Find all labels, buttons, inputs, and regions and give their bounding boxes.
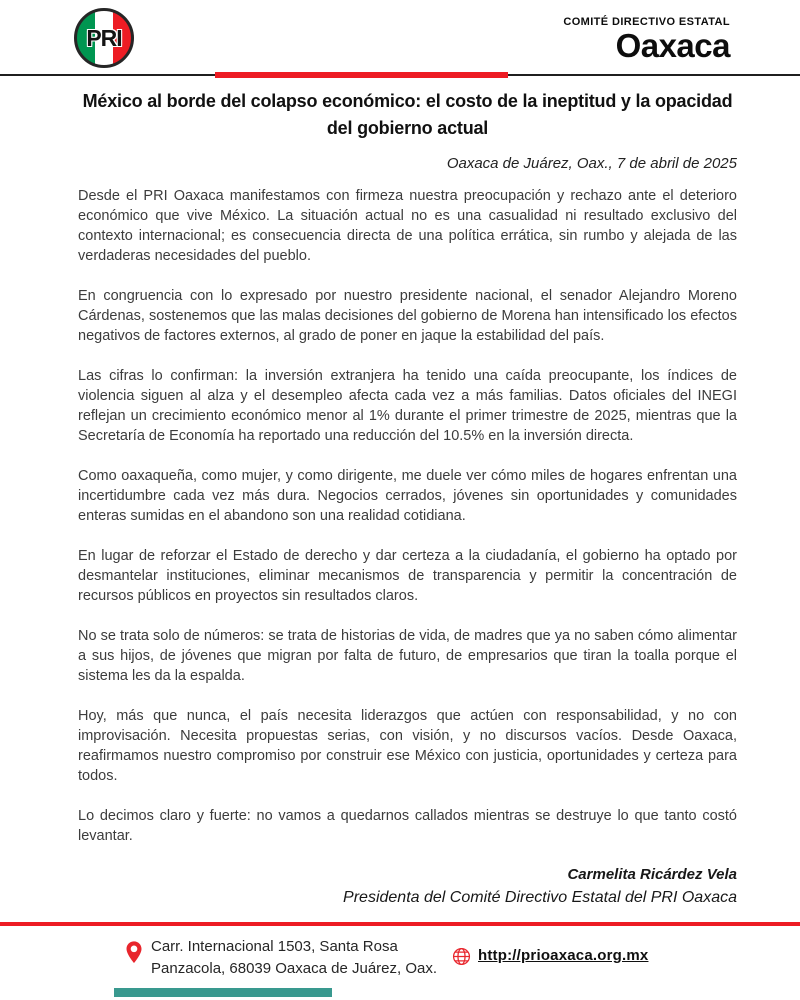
pri-logo xyxy=(74,8,134,68)
paragraph-1: Desde el PRI Oaxaca manifestamos con firmeza nuestra preocupación y rechazo ante el deterioro económico que vive México. La situación actual no es una casualidad ni resultado exclusivo del contexto internacional; es consecuencia directa de una política errática, sin rumbo y alejada de las verdaderas necesidades del pueblo. xyxy=(78,188,737,264)
paragraph-2: En congruencia con lo expresado por nuestro presidente nacional, el senador Alejandro Moreno Cárdenas, sostenemos que las malas decisiones del gobierno de Morena han intensificado los efectos negativos de factores externos, al grado de poner en jaque la estabilidad del país. xyxy=(78,288,737,344)
committee-label: COMITÉ DIRECTIVO ESTATAL xyxy=(563,16,730,28)
paragraph-3: Las cifras lo confirman: la inversión extranjera ha tenido una caída preocupante, los índices de violencia siguen al alza y el desempleo afecta cada vez a más familias. Datos oficiales del INEGI reflejan un crecimiento económico menor al 1% durante el primer trimestre de 2025, mientras que la Secretaría de Economía ha reportado una reducción del 10.5% en la inversión directa. xyxy=(78,368,737,444)
paragraph-7: Hoy, más que nunca, el país necesita liderazgos que actúen con responsabilidad, y no con improvisación. Necesita propuestas serias, con visión, y no discursos vacíos. Desde Oaxaca, reafirmamos nuestro compromiso por construir ese México con justicia, oportunidades y certeza para todos. xyxy=(78,708,737,784)
signer-name: Carmelita Ricárdez Vela xyxy=(567,866,737,883)
paragraph-4: Como oaxaqueña, como mujer, y como dirigente, me duele ver cómo miles de hogares enfrentan una incertidumbre cada vez más dura. Negocios cerrados, jóvenes sin oportunidades y comunidades enteras sumidas en el abandono son una realidad cotidiana. xyxy=(78,468,737,524)
bottom-accent-bar xyxy=(114,988,332,997)
globe-icon xyxy=(452,947,471,966)
dateline: Oaxaca de Juárez, Oax., 7 de abril de 2025 xyxy=(446,155,737,172)
address-line-1: Carr. Internacional 1503, Santa Rosa xyxy=(151,938,398,955)
state-name: Oaxaca xyxy=(615,27,730,64)
paragraph-6: No se trata solo de números: se trata de historias de vida, de madres que ya no saben cómo alimentar a sus hijos, de jóvenes que migran por falta de futuro, de empresarios que tiran la toalla porque el sistema les da la espalda. xyxy=(78,628,737,684)
letterhead-right xyxy=(563,16,730,64)
location-pin-icon xyxy=(124,940,144,966)
paragraph-8: Lo decimos claro y fuerte: no vamos a quedarnos callados mientras se destruye lo que tanto costó levantar. xyxy=(78,808,737,844)
header-red-accent xyxy=(215,72,508,78)
website-link[interactable]: http://prioaxaca.org.mx xyxy=(478,947,649,964)
footer-red-line xyxy=(0,922,800,926)
footer-address xyxy=(151,936,461,980)
signature-block xyxy=(78,866,737,907)
paragraph-5: En lugar de reforzar el Estado de derecho y dar certeza a la ciudadanía, el gobierno ha optado por desmantelar instituciones, eliminar mecanismos de transparencia y permitir la concentración de recursos públicos en proyectos sin resultados claros. xyxy=(78,548,737,604)
signer-role: Presidenta del Comité Directivo Estatal del PRI Oaxaca xyxy=(343,889,737,906)
document-body xyxy=(78,88,737,907)
pri-logo-text: PRI xyxy=(86,24,122,51)
address-line-2: Panzacola, 68039 Oaxaca de Juárez, Oax. xyxy=(151,960,438,977)
document-title: México al borde del colapso económico: el costo de la ineptitud y la opacidad del gobierno actual xyxy=(82,91,733,138)
